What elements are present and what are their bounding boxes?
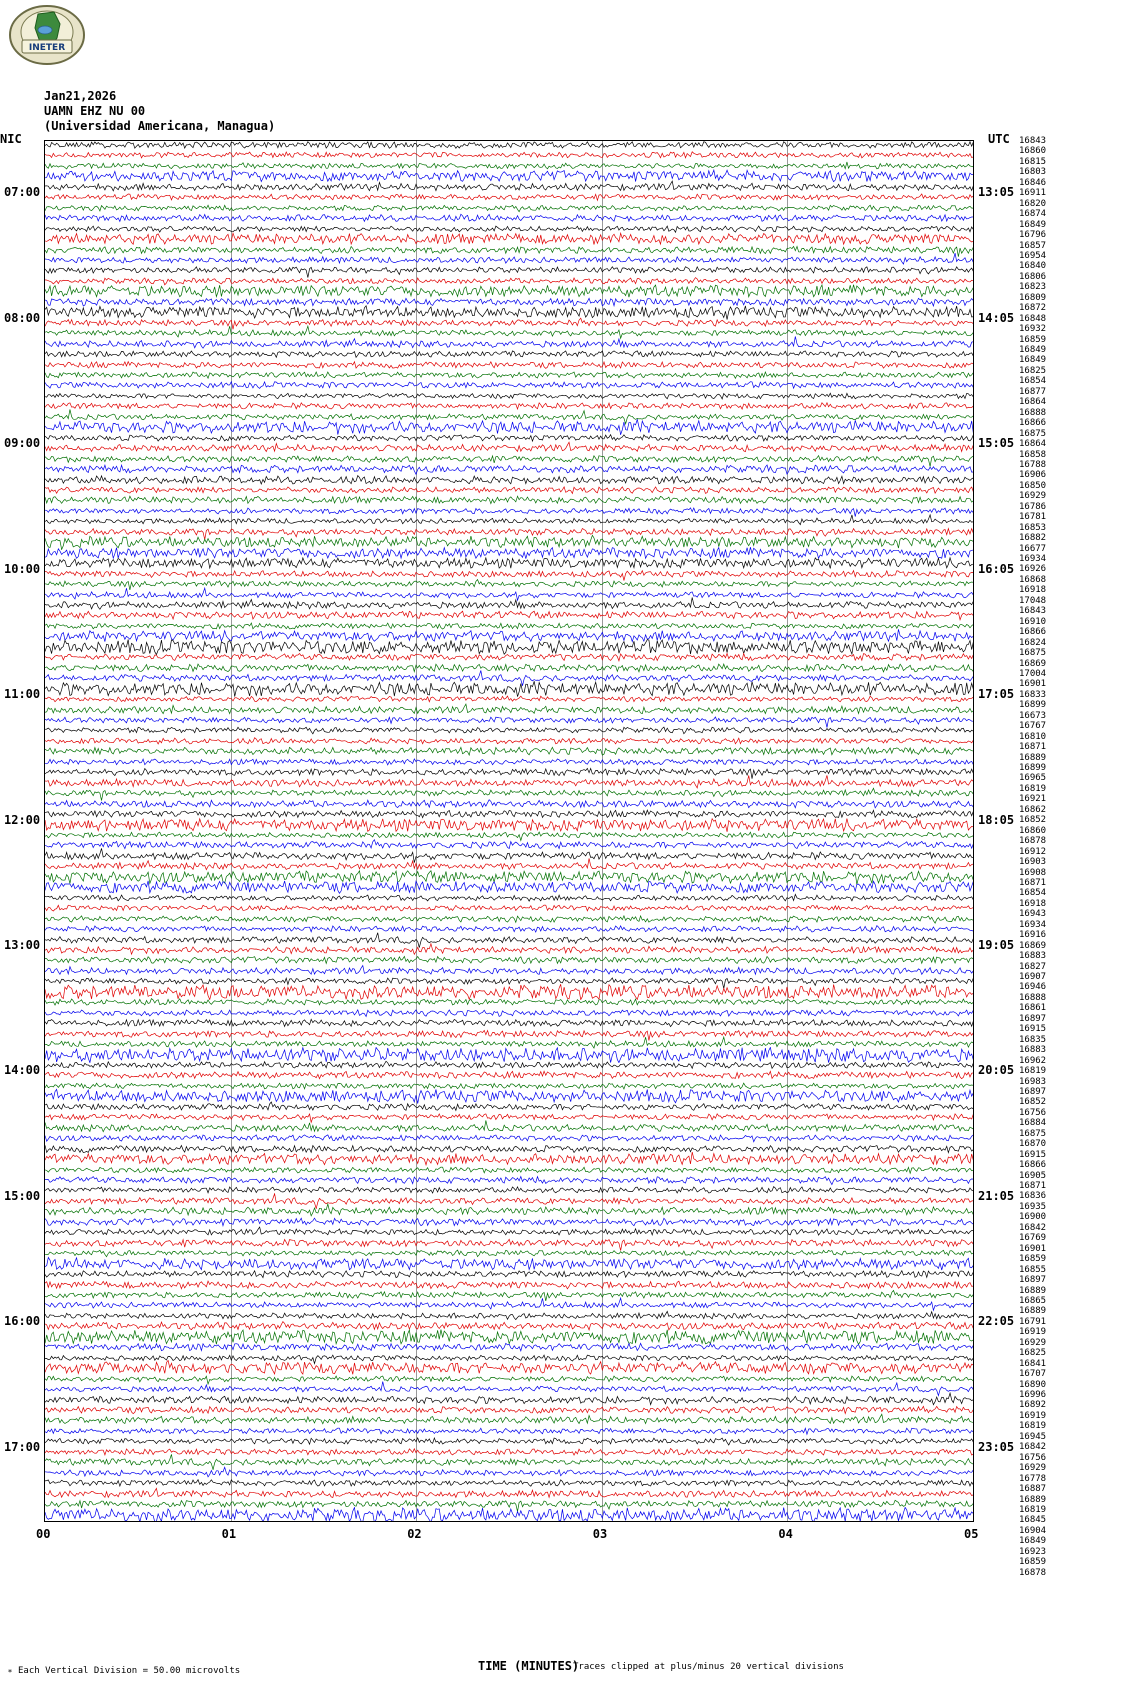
trace-amplitude-value: 16767 (1019, 721, 1047, 732)
trace-amplitude-value: 16878 (1019, 836, 1047, 847)
trace-amplitude-value: 16875 (1019, 428, 1047, 439)
trace-amplitude-value: 16820 (1019, 198, 1047, 209)
trace-amplitude-value: 16890 (1019, 1379, 1047, 1390)
trace-amplitude-value: 16889 (1019, 1285, 1047, 1296)
trace-amplitude-value: 16849 (1019, 219, 1047, 230)
trace-amplitude-value: 16803 (1019, 167, 1047, 178)
hour-label-local: 12:00 (4, 812, 41, 827)
header-place: (Universidad Americana, Managua) (44, 119, 276, 133)
trace-amplitude-value: 16897 (1019, 1275, 1047, 1286)
footer-scale-note: Each Vertical Division = 50.00 microvolts (18, 1666, 241, 1676)
trace-amplitude-value: 16983 (1019, 1076, 1047, 1087)
trace-amplitude-value: 16899 (1019, 763, 1047, 773)
trace-amplitude-value: 16871 (1019, 1181, 1047, 1191)
trace-amplitude-value: 16842 (1019, 1222, 1047, 1233)
trace-amplitude-value: 16883 (1019, 951, 1047, 962)
hour-label-utc: 18:05 (978, 812, 1015, 827)
trace-amplitude-value: 16788 (1019, 459, 1047, 470)
svg-text:INETER: INETER (28, 43, 66, 53)
trace-amplitude-value: 16841 (1019, 1358, 1047, 1369)
trace-amplitude-value: 16962 (1019, 1055, 1047, 1066)
trace-amplitude-value: 16900 (1019, 1212, 1047, 1223)
trace-amplitude-value: 16911 (1019, 188, 1047, 199)
hour-label-utc: 14:05 (978, 310, 1015, 325)
trace-amplitude-value: 16677 (1019, 543, 1047, 554)
trace-amplitude-value: 16819 (1019, 783, 1047, 794)
x-axis-tick-label: 03 (592, 1527, 608, 1541)
trace-amplitude-value: 16946 (1019, 982, 1047, 993)
x-axis-tick-label: 02 (407, 1527, 422, 1541)
trace-amplitude-value: 16827 (1019, 961, 1047, 972)
trace-amplitude-value: 16934 (1019, 919, 1047, 930)
trace-amplitude-value: 16819 (1019, 1504, 1047, 1515)
trace-amplitude-value: 16850 (1019, 480, 1047, 491)
trace-amplitude-value: 16835 (1019, 1034, 1047, 1045)
trace-amplitude-value: 16791 (1019, 1316, 1047, 1327)
trace-amplitude-value: 16923 (1019, 1546, 1047, 1557)
trace-amplitude-value: 16869 (1019, 658, 1047, 669)
trace-amplitude-value: 16905 (1019, 1170, 1047, 1181)
trace-amplitude-value: 16786 (1019, 501, 1047, 512)
hour-label-local: 10:00 (4, 561, 41, 576)
trace-amplitude-value: 16888 (1019, 407, 1047, 418)
trace-amplitude-value: 16854 (1019, 376, 1047, 387)
trace-amplitude-value: 16883 (1019, 1045, 1047, 1056)
trace-amplitude-value: 16815 (1019, 156, 1047, 167)
trace-amplitude-value: 16819 (1019, 1421, 1047, 1432)
seismogram-plot (44, 140, 974, 1522)
trace-amplitude-value: 16859 (1019, 1557, 1047, 1568)
trace-amplitude-value: 16996 (1019, 1390, 1047, 1400)
trace-amplitude-value: 16965 (1019, 773, 1047, 784)
trace-amplitude-value: 16854 (1019, 888, 1047, 899)
trace-amplitude-value: 17048 (1019, 595, 1047, 606)
trace-amplitude-value: 16860 (1019, 146, 1047, 157)
trace-amplitude-value: 16954 (1019, 250, 1047, 261)
trace-amplitude-value: 16897 (1019, 1013, 1047, 1024)
hour-label-local: 15:00 (4, 1188, 41, 1203)
trace-amplitude-value: 16824 (1019, 637, 1047, 648)
trace-amplitude-value: 16887 (1019, 1484, 1047, 1495)
trace-amplitude-value: 16908 (1019, 867, 1047, 878)
hour-label-utc: 21:05 (978, 1188, 1015, 1203)
header-station: UAMN EHZ NU 00 (44, 104, 146, 118)
trace-amplitude-value: 16935 (1019, 1201, 1047, 1212)
trace-amplitude-value: 16852 (1019, 815, 1047, 826)
trace-amplitude-value: 16904 (1019, 1525, 1047, 1536)
trace-amplitude-value: 16915 (1019, 1024, 1047, 1035)
trace-amplitude-value: 16916 (1019, 930, 1047, 941)
trace-amplitude-value: 16903 (1019, 857, 1047, 868)
trace-amplitude-value: 16840 (1019, 261, 1047, 272)
trace-amplitude-value: 16825 (1019, 1348, 1047, 1359)
trace-amplitude-value: 16899 (1019, 700, 1047, 711)
trace-amplitude-value: 16919 (1019, 1410, 1047, 1421)
trace-amplitude-value: 16866 (1019, 418, 1047, 429)
trace-amplitude-value: 16756 (1019, 1107, 1047, 1118)
trace-amplitude-value: 16929 (1019, 1337, 1047, 1348)
footnote-star: * (8, 1668, 12, 1677)
x-axis-tick-label: 01 (221, 1527, 237, 1541)
hour-label-local: 09:00 (4, 436, 41, 451)
trace-amplitude-value: 16869 (1019, 940, 1047, 951)
trace-amplitude-value: 16929 (1019, 491, 1047, 502)
trace-amplitude-value: 16872 (1019, 303, 1047, 314)
trace-amplitude-value: 16833 (1019, 689, 1047, 700)
hour-label-utc: 15:05 (978, 436, 1015, 451)
trace-amplitude-value: 16919 (1019, 1327, 1047, 1338)
right-timezone-label: UTC (988, 132, 1010, 146)
trace-amplitude-value: 16870 (1019, 1139, 1047, 1150)
trace-amplitude-value: 16843 (1019, 606, 1047, 617)
trace-amplitude-value: 16843 (1019, 136, 1047, 146)
trace-amplitude-value: 16906 (1019, 470, 1047, 481)
trace-amplitude-value: 16848 (1019, 313, 1047, 324)
trace-amplitude-value: 16769 (1019, 1233, 1047, 1244)
trace-amplitude-value: 16796 (1019, 230, 1047, 241)
trace-amplitude-value: 16877 (1019, 386, 1047, 397)
trace-amplitude-value: 16943 (1019, 909, 1047, 920)
trace-amplitude-value: 16778 (1019, 1473, 1047, 1484)
trace-amplitude-value: 16707 (1019, 1369, 1047, 1380)
trace-amplitude-value: 16849 (1019, 1536, 1047, 1547)
trace-amplitude-value: 16945 (1019, 1431, 1047, 1442)
hour-label-utc: 19:05 (978, 938, 1015, 952)
trace-amplitude-value: 16934 (1019, 554, 1047, 564)
trace-amplitude-value: 16852 (1019, 1097, 1047, 1108)
trace-amplitude-value: 16849 (1019, 345, 1047, 355)
trace-amplitude-value: 16901 (1019, 1243, 1047, 1254)
trace-amplitude-value: 16806 (1019, 271, 1047, 282)
trace-amplitude-value: 16864 (1019, 439, 1047, 450)
x-axis-tick-label: 00 (36, 1527, 51, 1541)
trace-amplitude-value: 16932 (1019, 324, 1047, 335)
x-axis-tick-label: 05 (964, 1527, 979, 1541)
trace-amplitude-value: 16819 (1019, 1066, 1047, 1077)
trace-amplitude-value: 16889 (1019, 752, 1047, 763)
hour-label-utc: 22:05 (978, 1314, 1015, 1329)
trace-amplitude-value: 16862 (1019, 804, 1047, 815)
trace-amplitude-value: 16865 (1019, 1295, 1047, 1306)
hour-label-local: 11:00 (4, 687, 41, 702)
hour-label-local: 14:00 (4, 1063, 41, 1078)
trace-amplitude-value: 16849 (1019, 355, 1047, 366)
trace-amplitude-value: 16889 (1019, 1306, 1047, 1317)
hour-label-local: 08:00 (4, 310, 41, 325)
ineter-logo (8, 4, 86, 66)
hour-label-local: 13:00 (4, 938, 41, 952)
trace-amplitude-value: 16842 (1019, 1442, 1047, 1453)
trace-amplitude-value: 16866 (1019, 1160, 1047, 1171)
x-axis-title: TIME (MINUTES) (478, 1659, 580, 1673)
trace-amplitude-value: 16878 (1019, 1567, 1047, 1578)
header-date: Jan21,2026 (44, 89, 117, 103)
hour-label-local: 07:00 (4, 185, 41, 200)
trace-amplitude-value: 17004 (1019, 668, 1047, 679)
trace-amplitude-value: 16892 (1019, 1400, 1047, 1411)
trace-amplitude-value: 16861 (1019, 1003, 1047, 1014)
trace-amplitude-value: 16823 (1019, 282, 1047, 293)
trace-amplitude-value: 16673 (1019, 710, 1047, 721)
trace-amplitude-value: 16858 (1019, 449, 1047, 460)
trace-amplitude-value: 16756 (1019, 1452, 1047, 1463)
trace-amplitude-value: 16864 (1019, 397, 1047, 408)
footer-clip-note: Traces clipped at plus/minus 20 vertical divisions (573, 1662, 844, 1672)
trace-amplitude-value: 16868 (1019, 574, 1047, 585)
trace-amplitude-value: 16912 (1019, 846, 1047, 857)
trace-amplitude-value: 16875 (1019, 1128, 1047, 1139)
trace-amplitude-value: 16889 (1019, 1494, 1047, 1505)
seismogram-trace (45, 1507, 974, 1522)
trace-amplitude-value: 16897 (1019, 1086, 1047, 1097)
hour-label-utc: 13:05 (978, 185, 1015, 200)
hour-label-utc: 17:05 (978, 687, 1015, 702)
trace-amplitude-value: 16846 (1019, 177, 1047, 188)
trace-amplitude-value: 16809 (1019, 292, 1047, 303)
hour-label-utc: 16:05 (978, 561, 1015, 576)
trace-amplitude-value: 16901 (1019, 679, 1047, 690)
trace-amplitude-value: 16926 (1019, 564, 1047, 575)
trace-amplitude-value: 16918 (1019, 585, 1047, 596)
trace-amplitude-value: 16857 (1019, 240, 1047, 251)
x-axis-tick-label: 04 (778, 1527, 793, 1541)
trace-amplitude-value: 16888 (1019, 992, 1047, 1003)
trace-amplitude-value: 16907 (1019, 972, 1047, 982)
trace-amplitude-value: 16882 (1019, 533, 1047, 544)
hour-label-local: 17:00 (4, 1439, 41, 1454)
trace-amplitude-value: 16921 (1019, 794, 1047, 805)
trace-amplitude-value: 16875 (1019, 648, 1047, 659)
trace-amplitude-value: 16918 (1019, 898, 1047, 909)
trace-amplitude-value: 16871 (1019, 742, 1047, 753)
hour-label-utc: 23:05 (978, 1439, 1015, 1454)
hour-label-utc: 20:05 (978, 1063, 1015, 1078)
trace-amplitude-value: 16859 (1019, 334, 1047, 345)
trace-amplitude-value: 16860 (1019, 825, 1047, 836)
trace-amplitude-value: 16781 (1019, 512, 1047, 523)
hour-label-local: 16:00 (4, 1314, 41, 1329)
trace-amplitude-value: 16915 (1019, 1149, 1047, 1160)
trace-amplitude-value: 16859 (1019, 1254, 1047, 1265)
trace-amplitude-value: 16929 (1019, 1463, 1047, 1474)
trace-amplitude-value: 16825 (1019, 365, 1047, 376)
left-timezone-label: NIC (0, 132, 22, 146)
trace-amplitude-value: 16910 (1019, 616, 1047, 627)
trace-amplitude-value: 16866 (1019, 627, 1047, 638)
trace-amplitude-value: 16884 (1019, 1118, 1047, 1129)
trace-amplitude-value: 16855 (1019, 1264, 1047, 1275)
trace-amplitude-value: 16871 (1019, 877, 1047, 888)
trace-amplitude-value: 16845 (1019, 1515, 1047, 1526)
trace-amplitude-value: 16874 (1019, 209, 1047, 220)
trace-amplitude-value: 16853 (1019, 522, 1047, 533)
trace-amplitude-value: 16836 (1019, 1191, 1047, 1202)
trace-amplitude-value: 16810 (1019, 731, 1047, 742)
